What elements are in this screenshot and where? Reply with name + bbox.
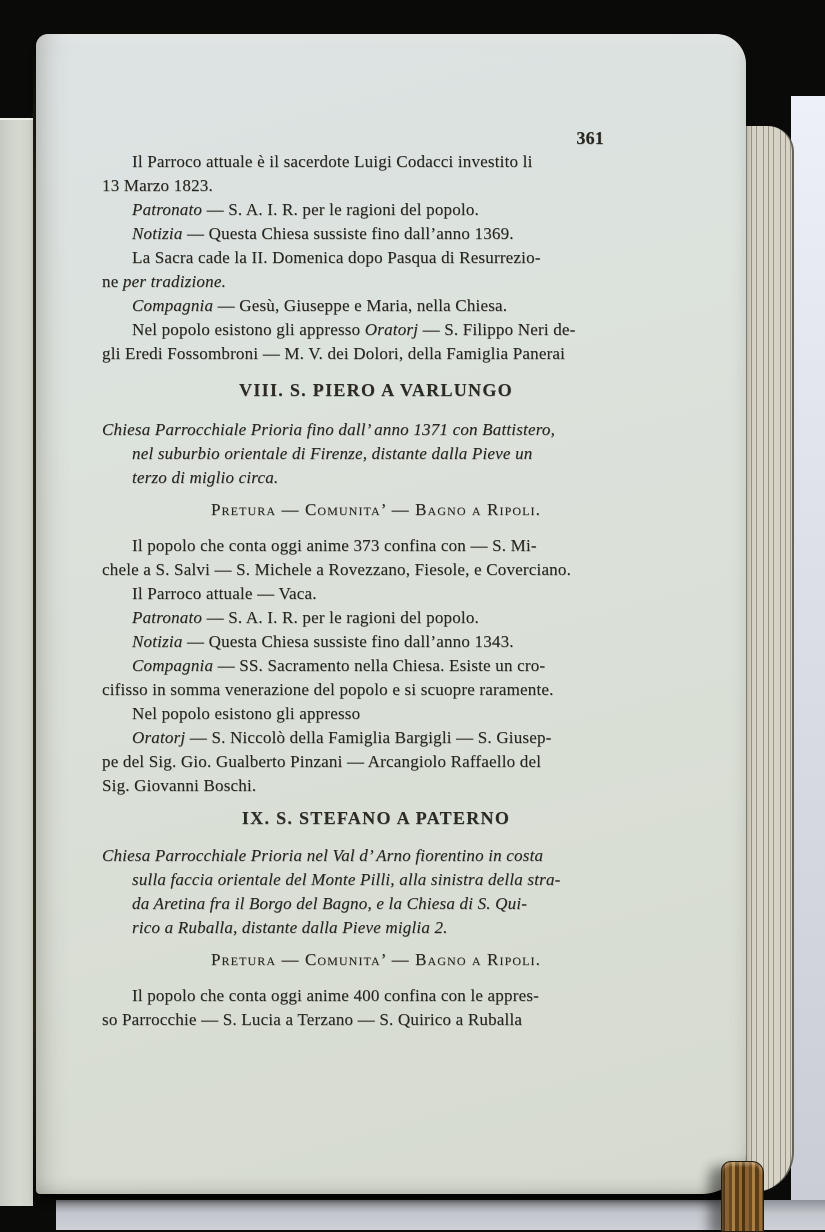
term-notizia: Notizia [132, 224, 183, 243]
page-number: 361 [576, 128, 604, 148]
section-viii-body [102, 534, 650, 798]
text-line: gli Eredi Fossombroni — M. V. dei Dolori, della Famiglia Panerai [102, 344, 566, 363]
backdrop-right-strip [791, 96, 825, 1230]
text-segment: ne [102, 272, 123, 291]
text-line: sulla faccia orientale del Monte Pilli, alla sinistra della stra- [132, 870, 561, 889]
text-line: Nel popolo esistono gli appresso [132, 704, 361, 723]
text-line [102, 222, 650, 246]
text-line: so Parrocchie — S. Lucia a Terzano — S. Quirico a Ruballa [102, 1010, 523, 1029]
term-notizia: Notizia [132, 632, 183, 651]
text-segment-italic: per tradizione. [122, 272, 227, 291]
page-text [102, 126, 650, 1032]
text-line [102, 726, 650, 750]
backdrop-bottom-strip [56, 1200, 825, 1230]
text-line [102, 630, 650, 654]
text-segment: Nel popolo esistono gli appresso [132, 320, 365, 339]
text-line: da Aretina fra il Borgo del Bagno, e la Chiesa di S. Qui- [132, 894, 528, 913]
text-segment: — Questa Chiesa sussiste fino dall’anno 1369. [182, 224, 514, 243]
term-oratorj: Oratorj [132, 728, 186, 747]
text-segment: — S. Filippo Neri de- [418, 320, 576, 339]
text-segment: — S. Niccolò della Famiglia Bargigli — S. Giusep- [185, 728, 552, 747]
text-line: chele a S. Salvi — S. Michele a Rovezzano, Fiesole, e Coverciano. [102, 560, 572, 579]
term-patronato: Patronato [132, 200, 203, 219]
text-segment: — SS. Sacramento nella Chiesa. Esiste un cro- [213, 656, 546, 675]
term-compagnia: Compagnia [132, 656, 214, 675]
text-line [102, 606, 650, 630]
section-ix-heading: IX. S. STEFANO A PATERNO [241, 808, 511, 828]
text-line: Il Parroco attuale — Vaca. [132, 584, 317, 603]
text-segment: — Gesù, Giuseppe e Maria, nella Chiesa. [213, 296, 508, 315]
text-line: pe del Sig. Gio. Gualberto Pinzani — Arcangiolo Raffaello del [102, 752, 542, 771]
section-ix-body [102, 984, 650, 1032]
text-line [102, 294, 650, 318]
text-line: Chiesa Parrocchiale Prioria nel Val d’ Arno fiorentino in costa [102, 846, 544, 865]
text-line: 13 Marzo 1823. [102, 176, 213, 195]
text-line [102, 270, 650, 294]
section-viii-jurisdiction: Pretura — Comunita’ — Bagno a Ripoli. [210, 500, 541, 519]
text-line: Chiesa Parrocchiale Prioria fino dall’ anno 1371 con Battistero, [102, 420, 556, 439]
text-line: rico a Ruballa, distante dalla Pieve miglia 2. [132, 918, 448, 937]
text-line: terzo di miglio circa. [132, 468, 279, 487]
section-viii-heading: VIII. S. PIERO A VARLUNGO [239, 380, 513, 400]
section-ix-jurisdiction: Pretura — Comunita’ — Bagno a Ripoli. [210, 950, 541, 969]
page-stack-fore-edge [744, 126, 794, 1192]
text-line: nel suburbio orientale di Firenze, distante dalla Pieve un [132, 444, 533, 463]
text-line: La Sacra cade la II. Domenica dopo Pasqua di Resurrezio- [132, 248, 541, 267]
text-line: cifisso in somma venerazione del popolo e si scuopre raramente. [102, 680, 554, 699]
term-oratorj: Oratorj [364, 320, 419, 339]
text-line: Il Parroco attuale è il sacerdote Luigi Codacci investito li [132, 152, 533, 171]
term-patronato: Patronato [132, 608, 203, 627]
text-line: Il popolo che conta oggi anime 400 confina con le appres- [132, 986, 539, 1005]
term-compagnia: Compagnia [132, 296, 214, 315]
text-line [102, 198, 650, 222]
text-segment: — S. A. I. R. per le ragioni del popolo. [202, 200, 479, 219]
section-ix-summary [102, 844, 650, 940]
text-segment: — S. A. I. R. per le ragioni del popolo. [202, 608, 479, 627]
text-line: Sig. Giovanni Boschi. [102, 776, 257, 795]
facing-page-edge [0, 118, 33, 1206]
text-segment: — Questa Chiesa sussiste fino dall’anno 1343. [182, 632, 514, 651]
wooden-bookmark-stick [721, 1161, 764, 1232]
text-line [102, 318, 650, 342]
section-viii-summary [102, 418, 650, 490]
text-line: Il popolo che conta oggi anime 373 confina con — S. Mi- [132, 536, 537, 555]
text-line [102, 654, 650, 678]
